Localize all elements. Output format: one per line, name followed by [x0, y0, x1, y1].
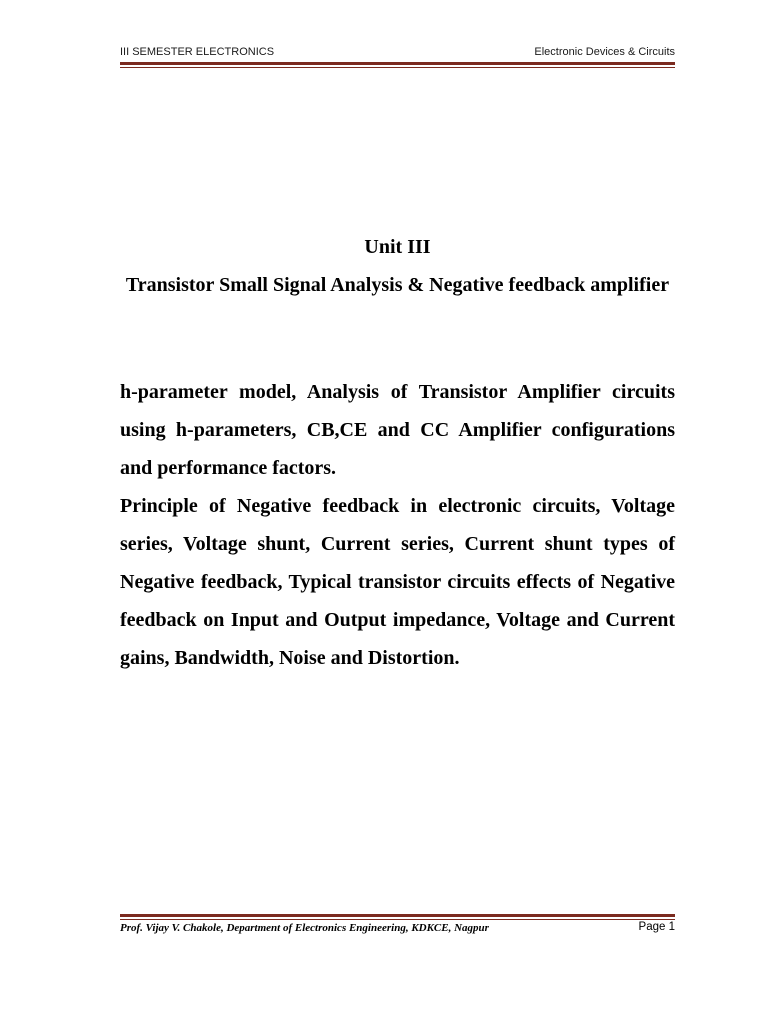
footer-rule-thick [120, 914, 675, 917]
page-footer [120, 919, 675, 937]
header-rule-thin [120, 67, 675, 68]
syllabus-paragraph-feedback: Principle of Negative feedback in electronic circuits, Voltage series, Voltage shunt, Current series, Current shunt types of Negative feedback, Typical transistor circuits effects of Negative feedback on Input and Output impedance, Voltage and Current gains, Bandwidth, Noise and Distortion. [120, 495, 675, 669]
syllabus-paragraph-h-parameter: h-parameter model, Analysis of Transistor Amplifier circuits using h-parameters, CB,CE and CC Amplifier configurations and performance factors. [120, 381, 675, 479]
footer-credit: Prof. Vijay V. Chakole, Department of Electronics Engineering, KDKCE, Nagpur [120, 922, 489, 934]
header-semester: III SEMESTER ELECTRONICS [120, 46, 275, 58]
page-number: Page 1 [638, 921, 675, 933]
unit-heading: Unit III [364, 236, 431, 258]
header-rule-thick [120, 62, 675, 65]
page-header [120, 45, 675, 59]
syllabus-body [120, 373, 675, 677]
unit-title: Transistor Small Signal Analysis & Negative feedback amplifier [125, 274, 670, 296]
header-course-title: Electronic Devices & Circuits [534, 46, 675, 58]
title-block [120, 228, 675, 304]
